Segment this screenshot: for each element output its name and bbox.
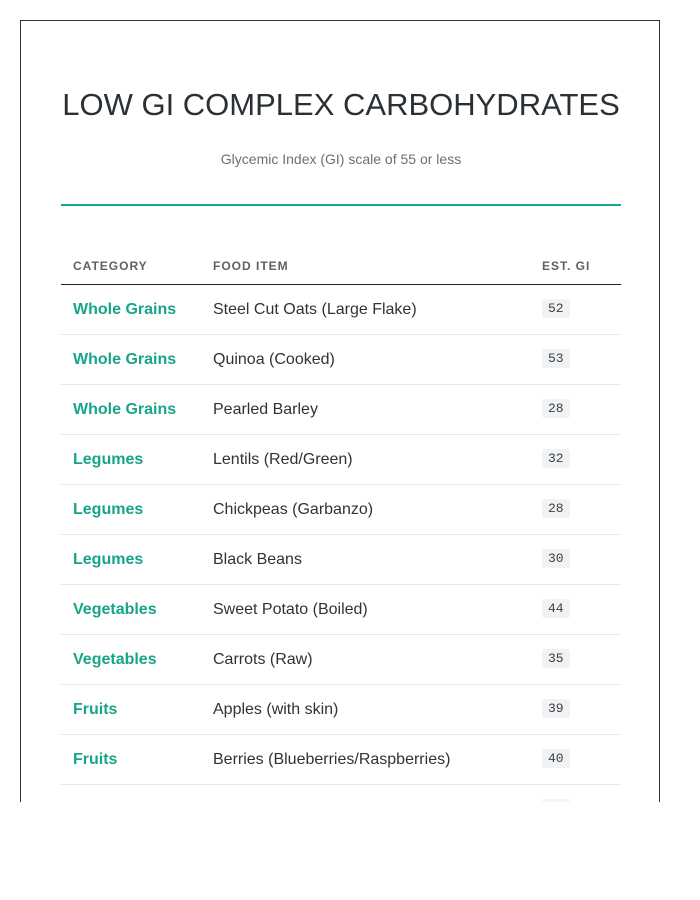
- gi-badge: 35: [542, 649, 570, 668]
- row-food-item: Berries (Blueberries/Raspberries): [213, 751, 451, 768]
- row-food-item: Steel Cut Oats (Large Flake): [213, 301, 417, 318]
- gi-badge: 52: [542, 299, 570, 318]
- row-category: Legumes: [73, 551, 144, 568]
- row-category: Fruits: [73, 701, 118, 718]
- document-page: [20, 20, 660, 802]
- row-food-item: Carrots (Raw): [213, 651, 313, 668]
- gi-badge: 53: [542, 349, 570, 368]
- row-food-item: Apples (with skin): [213, 701, 339, 718]
- page-title: LOW GI COMPLEX CARBOHYDRATES: [62, 87, 620, 122]
- column-header-est-gi: EST. GI: [542, 259, 591, 273]
- table-row: [61, 685, 621, 735]
- table-header: [61, 247, 621, 285]
- row-category: Legumes: [73, 451, 144, 468]
- gi-badge-cut-off: [542, 799, 570, 802]
- gi-badge: 44: [542, 599, 570, 618]
- table-row-cut-off: [61, 785, 621, 802]
- table-row: [61, 335, 621, 385]
- table-row: [61, 735, 621, 785]
- title-divider: [61, 204, 621, 206]
- row-food-item: Pearled Barley: [213, 401, 318, 418]
- column-header-food-item: FOOD ITEM: [213, 259, 289, 273]
- gi-badge: 32: [542, 449, 570, 468]
- row-food-item: Quinoa (Cooked): [213, 351, 335, 368]
- row-category: Whole Grains: [73, 401, 177, 418]
- row-food-item: Lentils (Red/Green): [213, 451, 353, 468]
- gi-badge: 28: [542, 499, 570, 518]
- carbs-table: [61, 247, 621, 802]
- gi-badge: 39: [542, 699, 570, 718]
- table-row: [61, 535, 621, 585]
- table-row: [61, 435, 621, 485]
- row-category: Fruits: [73, 751, 118, 768]
- page-subtitle: Glycemic Index (GI) scale of 55 or less: [220, 151, 462, 167]
- row-category: Whole Grains: [73, 301, 177, 318]
- row-category: Vegetables: [73, 601, 157, 618]
- table-row: [61, 385, 621, 435]
- row-category: Whole Grains: [73, 351, 177, 368]
- table-row: [61, 285, 621, 335]
- row-category: Vegetables: [73, 651, 157, 668]
- table-row: [61, 485, 621, 535]
- row-food-item: Black Beans: [213, 551, 302, 568]
- gi-badge: 30: [542, 549, 570, 568]
- row-food-item: Chickpeas (Garbanzo): [213, 501, 374, 518]
- row-food-item: Sweet Potato (Boiled): [213, 601, 368, 618]
- gi-badge: 28: [542, 399, 570, 418]
- gi-badge: 40: [542, 749, 570, 768]
- column-header-category: CATEGORY: [73, 259, 148, 273]
- table-row: [61, 585, 621, 635]
- row-category: Legumes: [73, 501, 144, 518]
- table-row: [61, 635, 621, 685]
